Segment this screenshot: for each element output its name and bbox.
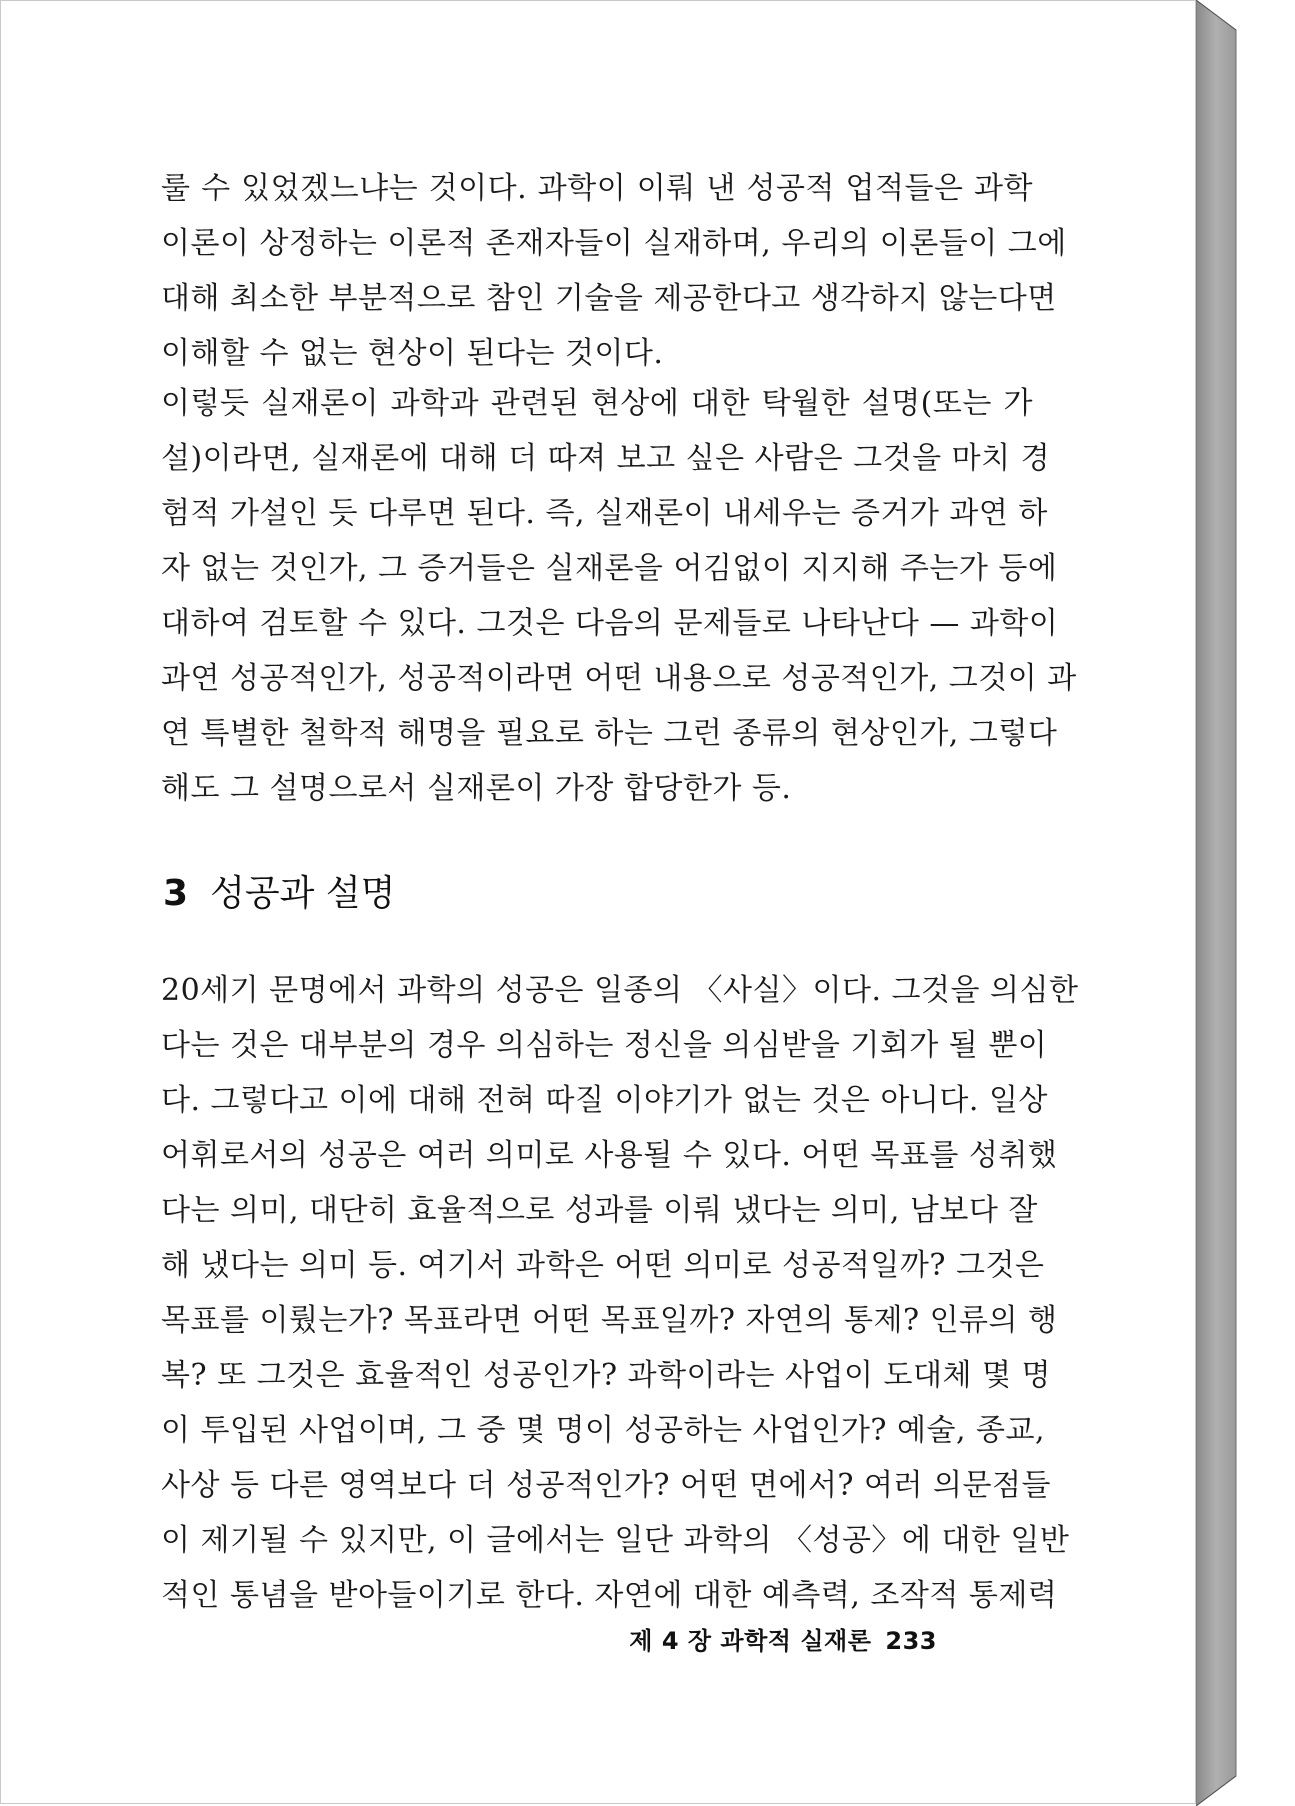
section-paragraph (161, 963, 1079, 1623)
text-line: 이 제기될 수 있지만, 이 글에서는 일단 과학의 〈성공〉에 대한 일반 (161, 1523, 1070, 1558)
section-heading (163, 869, 395, 919)
text-line: 이 투입된 사업이며, 그 중 몇 명이 성공하는 사업인가? 예술, 종교, (161, 1413, 1046, 1448)
text-line: 연 특별한 철학적 해명을 필요로 하는 그런 종류의 현상인가, 그렇다 (161, 716, 1058, 751)
text-line: 과연 성공적인가, 성공적이라면 어떤 내용으로 성공적인가, 그것이 과 (161, 661, 1077, 696)
text-line: 이론이 상정하는 이론적 존재자들이 실재하며, 우리의 이론들이 그에 (161, 226, 1067, 261)
section-number: 3 (163, 873, 189, 914)
text-line: 사상 등 다른 영역보다 더 성공적인가? 어떤 면에서? 여러 의문점들 (161, 1468, 1051, 1503)
text-line: 어휘로서의 성공은 여러 의미로 사용될 수 있다. 어떤 목표를 성취했 (161, 1138, 1058, 1173)
paragraph-2 (161, 376, 1077, 816)
page-stack-edge (1196, 0, 1295, 1806)
text-line: 20세기 문명에서 과학의 성공은 일종의 〈사실〉이다. 그것을 의심한 (161, 973, 1079, 1008)
text-line: 자 없는 것인가, 그 증거들은 실재론을 어김없이 지지해 주는가 등에 (161, 551, 1058, 586)
text-line: 대해 최소한 부분적으로 참인 기술을 제공한다고 생각하지 않는다면 (161, 281, 1057, 316)
page-number: 233 (885, 1627, 937, 1655)
running-footer (629, 1621, 937, 1656)
chapter-label: 제 4 장 과학적 실재론 (629, 1627, 872, 1655)
text-line: 험적 가설인 듯 다루면 된다. 즉, 실재론이 내세우는 증거가 과연 하 (161, 496, 1048, 531)
text-line: 해 냈다는 의미 등. 여기서 과학은 어떤 의미로 성공적일까? 그것은 (161, 1248, 1045, 1283)
section-title: 성공과 설명 (210, 873, 396, 914)
text-line: 목표를 이뤘는가? 목표라면 어떤 목표일까? 자연의 통제? 인류의 행 (161, 1303, 1058, 1338)
text-line: 적인 통념을 받아들이기로 한다. 자연에 대한 예측력, 조작적 통제력 (161, 1578, 1058, 1613)
text-line: 이렇듯 실재론이 과학과 관련된 현상에 대한 탁월한 설명(또는 가 (161, 386, 1033, 421)
paragraph-1 (161, 161, 1067, 381)
text-line: 설)이라면, 실재론에 대해 더 따져 보고 싶은 사람은 그것을 마치 경 (161, 441, 1051, 476)
text-line: 이해할 수 없는 현상이 된다는 것이다. (161, 336, 664, 371)
book-spine-shape (1196, 0, 1295, 1806)
text-line: 다는 의미, 대단히 효율적으로 성과를 이뤄 냈다는 의미, 남보다 잘 (161, 1193, 1038, 1228)
text-line: 복? 또 그것은 효율적인 성공인가? 과학이라는 사업이 도대체 몇 명 (161, 1358, 1051, 1393)
text-line: 다는 것은 대부분의 경우 의심하는 정신을 의심받을 기회가 될 뿐이 (161, 1028, 1048, 1063)
text-line: 대하여 검토할 수 있다. 그것은 다음의 문제들로 나타난다 — 과학이 (161, 606, 1059, 641)
text-line: 룰 수 있었겠느냐는 것이다. 과학이 이뤄 낸 성공적 업적들은 과학 (161, 171, 1033, 206)
text-line: 다. 그렇다고 이에 대해 전혀 따질 이야기가 없는 것은 아니다. 일상 (161, 1083, 1048, 1118)
text-line: 해도 그 설명으로서 실재론이 가장 합당한가 등. (161, 771, 792, 806)
